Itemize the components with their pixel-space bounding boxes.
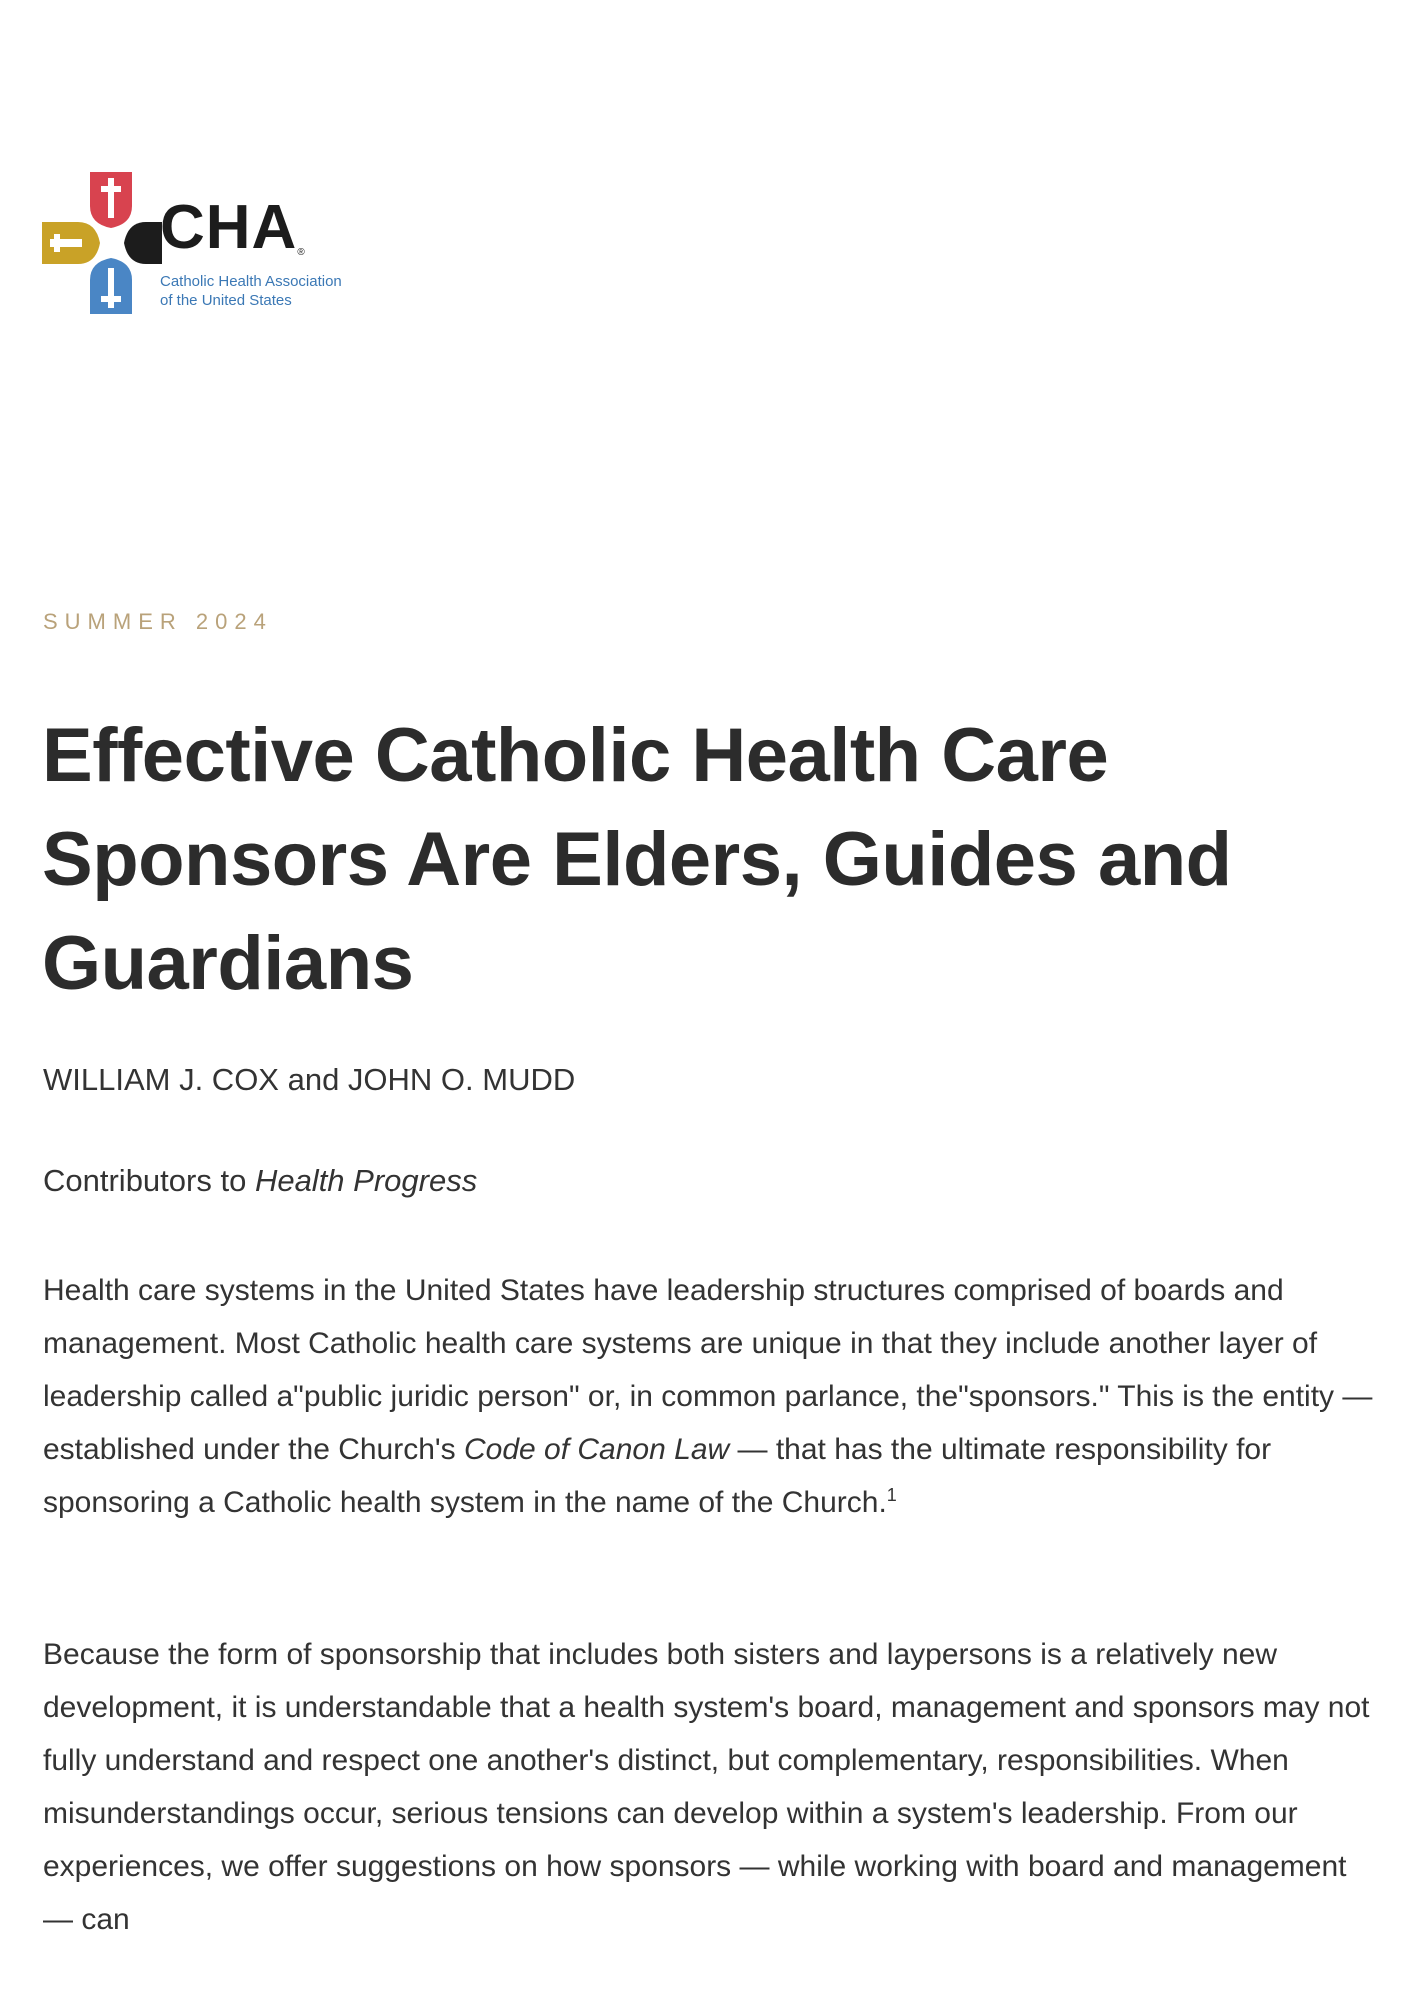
logo-registered-mark: ® bbox=[297, 247, 305, 258]
paragraph-1-italic: Code of Canon Law bbox=[463, 1433, 730, 1466]
contributors-prefix: Contributors to bbox=[43, 1163, 255, 1198]
logo-subtitle-line2: of the United States bbox=[160, 292, 292, 309]
logo-subtitle bbox=[160, 272, 342, 310]
logo-wordmark: CHA bbox=[160, 193, 298, 262]
contributors-line bbox=[43, 1163, 477, 1199]
cha-cross-emblem-icon bbox=[42, 172, 162, 314]
publication-name: Health Progress bbox=[254, 1163, 478, 1198]
footnote-marker[interactable]: 1 bbox=[886, 1485, 897, 1505]
body-paragraph-1 bbox=[43, 1264, 1373, 1529]
cha-logo bbox=[42, 172, 402, 314]
logo-subtitle-line1: Catholic Health Association bbox=[160, 273, 342, 290]
body-paragraph-2: Because the form of sponsorship that includes both sisters and laypersons is a relatively new development, it is understandable that a health system's board, management and sponsors may not fully understand and respect one another's distinct, but complementary, responsibilities. When misunderstandings occur, serious tensions can develop within a system's leadership. From our experiences, we offer suggestions on how sponsors — while working with board and management — can bbox=[43, 1638, 1370, 1936]
issue-season: SUMMER 2024 bbox=[43, 609, 273, 634]
article-authors: WILLIAM J. COX and JOHN O. MUDD bbox=[43, 1062, 576, 1097]
logo-wordmark-wrap bbox=[160, 193, 400, 262]
paragraph-1-text-a: Health care systems in the United States have leadership structures comprised of boards and management. Most Catholic health care systems are unique in that they include another layer of leadership called a"public juridic person" or, in common parlance, the"sponsors." This is the entity — established under the Church's bbox=[43, 1274, 1373, 1466]
paragraph-1-text-b: — that has the ultimate responsibility for sponsoring a Catholic health system in the name of the Church. bbox=[43, 1433, 1272, 1519]
article-title: Effective Catholic Health Care Sponsors Are Elders, Guides and Guardians bbox=[42, 713, 1232, 1006]
